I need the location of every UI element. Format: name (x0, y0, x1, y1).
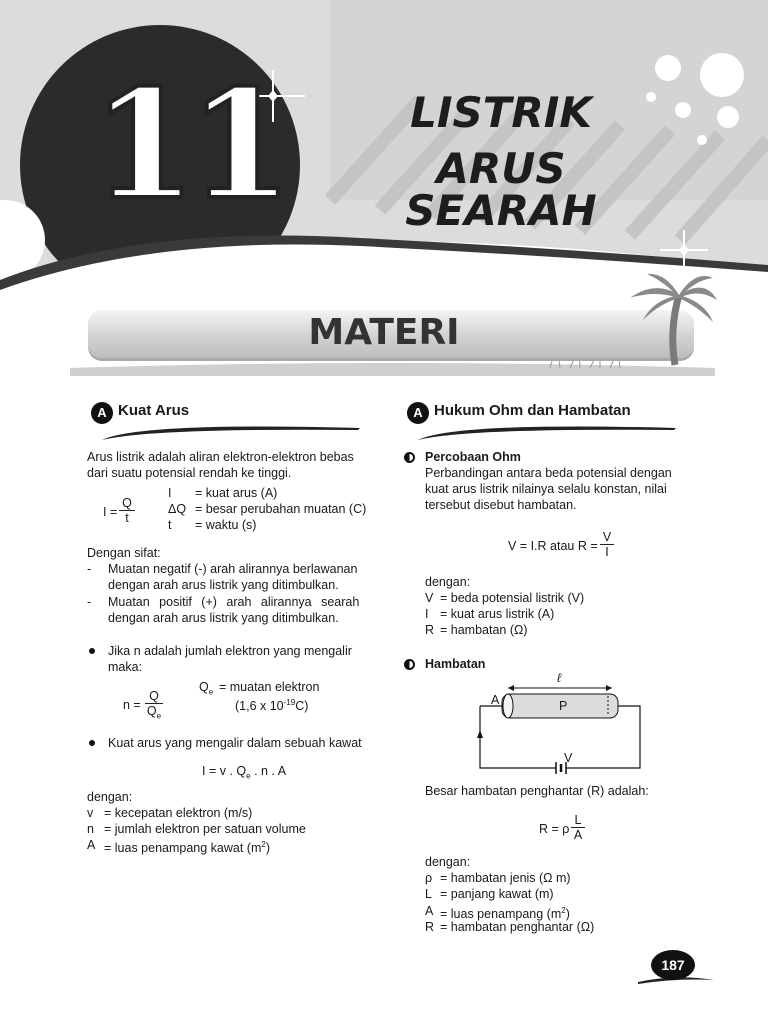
section-heading-kuat-arus: Kuat Arus (118, 402, 190, 419)
def-description: = waktu (s) (195, 518, 257, 532)
subheading-percobaan-ohm: Percobaan Ohm (425, 450, 521, 464)
def-symbol: A (87, 838, 96, 852)
half-circle-bullet-icon (404, 452, 415, 463)
ohm-text: Perbandingan antara beda potensial dengan (425, 466, 672, 480)
heading-underline (100, 418, 362, 442)
list-item: dengan arah arus listrik yang ditimbulkan. (108, 611, 339, 625)
half-circle-bullet-icon (404, 659, 415, 670)
list-item: Muatan positif (+) arah alirannya searah (108, 595, 360, 609)
ohm-text: kuat arus listrik nilainya selalu konstan, nilai (425, 482, 667, 496)
formula-fraction (119, 496, 135, 526)
def-symbol: I (168, 486, 172, 500)
formula-wire: I = v . $Q_e$ . n . A (202, 764, 287, 781)
formula-resistance: R = ρ (539, 822, 570, 836)
sifat-label: Dengan sifat: (87, 546, 161, 560)
def-symbol: t (168, 518, 172, 532)
def-symbol: v (87, 806, 94, 820)
formula-fraction (571, 813, 585, 843)
def-description: = hambatan penghantar (Ω) (440, 920, 595, 934)
def-description: = besar perubahan muatan (C) (195, 502, 367, 516)
point-p-label: P (559, 699, 568, 713)
bullet-text: maka: (108, 660, 143, 674)
def-description: = kuat arus listrik (A) (440, 607, 555, 621)
def-description: = luas penampang $(m^2)$ (440, 906, 570, 922)
def-description: = kuat arus (A) (195, 486, 278, 500)
chapter-number: 11 (92, 57, 285, 233)
list-dash: - (87, 595, 92, 609)
palm-tree-icon (625, 270, 720, 370)
bullet-icon (89, 740, 95, 746)
list-item: dengan arah arus listrik yang ditimbulkan. (108, 578, 339, 592)
bullet-text: Jika n adalah jumlah elektron yang mengalir (108, 644, 352, 658)
chapter-title-line1: LISTRIK (410, 88, 592, 137)
def-description: = hambatan jenis (Ω m) (440, 871, 571, 885)
heading-underline (416, 418, 678, 442)
fraction-numerator: V (600, 530, 614, 545)
section-badge-left: A (91, 402, 113, 424)
def-symbol: V (425, 591, 434, 605)
fraction-numerator: Q (145, 689, 163, 704)
resistance-intro: Besar hambatan penghantar (R) adalah: (425, 784, 649, 798)
def-symbol: ΔQ (168, 502, 187, 516)
ohm-text: tersebut disebut hambatan. (425, 498, 577, 512)
voltage-label: V (564, 751, 573, 765)
page-number: 187 (651, 950, 695, 980)
section-badge-right: A (407, 402, 429, 424)
formula-lhs: I = (103, 505, 118, 519)
def-description: = jumlah elektron per satuan volume (104, 822, 306, 836)
materi-label: MATERI (308, 312, 460, 353)
subheading-hambatan: Hambatan (425, 657, 486, 671)
def-symbol: ρ (425, 871, 433, 885)
fraction-denominator: $Q_e$ (146, 704, 162, 721)
bullet-icon (89, 648, 95, 654)
fraction-denominator: I (605, 545, 609, 559)
length-label: ℓ (557, 671, 562, 685)
chapter-title-line2: ARUS SEARAH (405, 144, 597, 235)
qe-value: (1,6 x $10^{-19}C$) (235, 698, 309, 714)
bullet-text: Kuat arus yang mengalir dalam sebuah kawat (108, 736, 362, 750)
fraction-numerator: Q (119, 496, 135, 511)
def-symbol: L (425, 887, 432, 901)
dengan-label: dengan: (87, 790, 133, 804)
list-item: Muatan negatif (-) arah alirannya berlawanan (108, 562, 358, 576)
qe-symbol: $Q_e$ (199, 680, 214, 697)
dengan-label: dengan: (425, 855, 471, 869)
formula-ohm: V = I.R atau R = (508, 539, 598, 553)
def-description: = kecepatan elektron (m/s) (104, 806, 253, 820)
fraction-numerator: L (571, 813, 585, 828)
formula-fraction (145, 689, 163, 724)
def-description: = hambatan (Ω) (440, 623, 528, 637)
def-symbol: I (425, 607, 429, 621)
def-symbol: A (425, 904, 434, 918)
section-heading-hukum-ohm: Hukum Ohm dan Hambatan (434, 402, 631, 419)
formula-fraction (600, 530, 614, 560)
def-symbol: R (425, 920, 435, 934)
def-description: = beda potensial listrik (V) (440, 591, 585, 605)
def-description: = luas penampang kawat $(m^2)$ (104, 840, 271, 856)
fraction-denominator: t (125, 511, 129, 525)
def-symbol: R (425, 623, 435, 637)
intro-line: dari suatu potensial rendah ke tinggi. (87, 466, 292, 480)
intro-line: Arus listrik adalah aliran elektron-elektron bebas (87, 450, 354, 464)
list-dash: - (87, 562, 92, 576)
qe-description: = muatan elektron (219, 680, 320, 694)
point-a-label: A (491, 693, 500, 707)
def-symbol: n (87, 822, 94, 836)
formula-lhs: n = (123, 698, 141, 712)
dengan-label: dengan: (425, 575, 471, 589)
fraction-denominator: A (573, 828, 583, 842)
def-description: = panjang kawat (m) (440, 887, 554, 901)
